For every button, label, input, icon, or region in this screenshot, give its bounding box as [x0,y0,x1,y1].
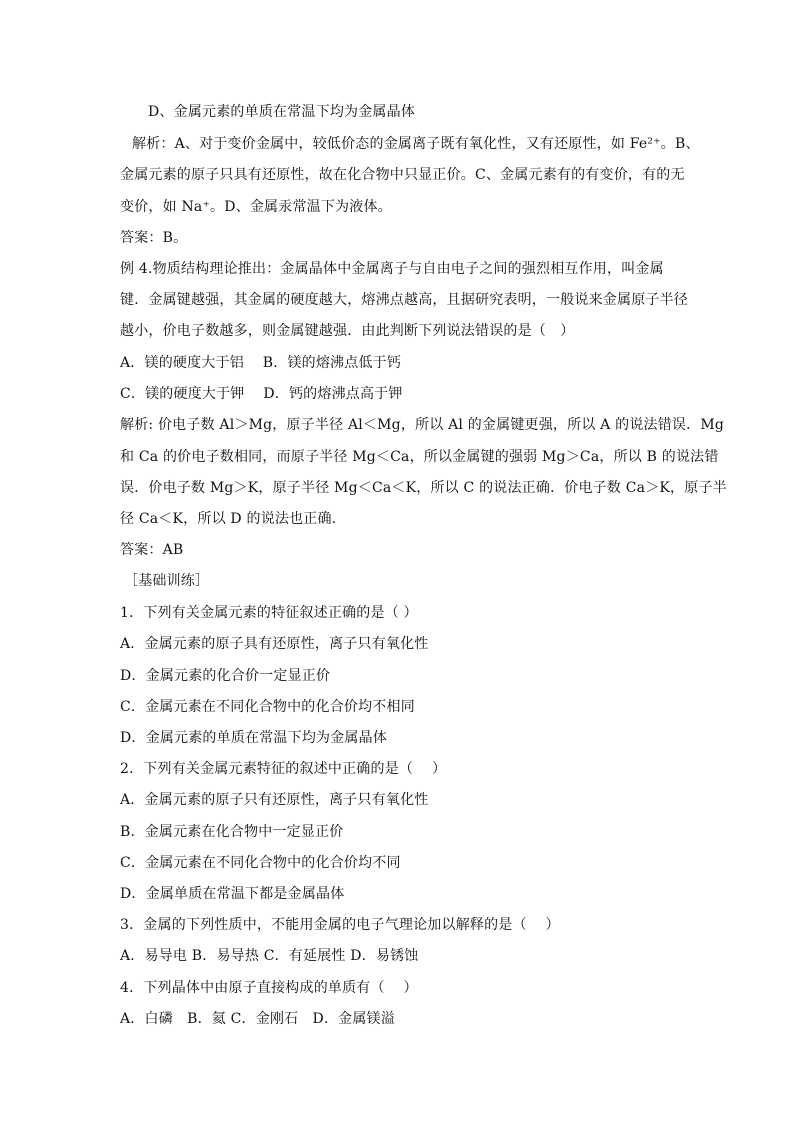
text-line: 解析: 价电子数 Al＞Mg，原子半径 Al＜Mg，所以 Al 的金属键更强，所以 A 的说法错误．Mg [120,417,725,433]
text-line: 径 Ca＜K，所以 D 的说法也正确． [120,511,346,527]
text-line: A．金属元素的原子具有还原性，离子只有氧化性 [120,636,429,652]
text-line: D、金属元素的单质在常温下均为金属晶体 [148,104,416,120]
text-line: 答案：B。 [120,230,188,246]
text-line: 金属元素的原子只具有还原性，故在化合物中只显正价。C、金属元素有的有变价，有的无 [120,167,685,183]
text-line: 答案：AB [120,542,184,558]
text-line: 越小，价电子数越多，则金属键越强．由此判断下列说法错误的是（ ） [120,323,575,339]
text-line: B．金属元素在化合物中一定显正价 [120,824,344,840]
text-line: A．易导电 B．易导热 C．有延展性 D．易锈蚀 [120,948,419,964]
text-line: 1．下列有关金属元素的特征叙述正确的是（ ） [120,605,418,621]
text-line: C．金属元素在不同化合物中的化合价均不同 [120,855,401,871]
text-line: 变价，如 Na⁺。D、金属汞常温下为液体。 [120,199,392,215]
text-line: C．镁的硬度大于钾 D．钙的熔沸点高于钾 [120,386,403,402]
text-line: 和 Ca 的价电子数相同，而原子半径 Mg＜Ca，所以金属键的强弱 Mg＞Ca，所以 B 的说法错 [120,449,719,465]
text-line: C．金属元素在不同化合物中的化合价均不相同 [120,699,415,715]
text-line: 键．金属键越强，其金属的硬度越大，熔沸点越高，且据研究表明，一般说来金属原子半径 [120,292,688,308]
text-line: A．镁的硬度大于铝 B．镁的熔沸点低于钙 [120,355,402,371]
text-line: A．白磷 B．氦 C．金刚石 D．金属镁溢 [120,1011,395,1027]
text-line: 例 4.物质结构理论推出：金属晶体中金属离子与自由电子之间的强烈相互作用，叫金属 [120,261,664,277]
text-line: D．金属元素的化合价一定显正价 [120,668,331,684]
text-line: 3．金属的下列性质中，不能用金属的电子气理论加以解释的是（ ） [120,917,560,933]
text-line: 误．价电子数 Mg＞K，原子半径 Mg＜Ca＜K，所以 C 的说法正确．价电子数 Ca＞K，原子半 [120,480,727,496]
text-line: A．金属元素的原子只有还原性，离子只有氧化性 [120,792,429,808]
text-line: ［基础训练］ [124,573,210,589]
text-line: D．金属单质在常温下都是金属晶体 [120,886,345,902]
text-line: D．金属元素的单质在常温下均为金属晶体 [120,730,388,746]
text-line: 2．下列有关金属元素特征的叙述中正确的是（ ） [120,761,447,777]
text-line: 4．下列晶体中由原子直接构成的单质有（ ） [120,980,418,996]
text-line: 解析：A、对于变价金属中，较低价态的金属离子既有氧化性，又有还原性，如 Fe²⁺。B、 [132,136,700,152]
